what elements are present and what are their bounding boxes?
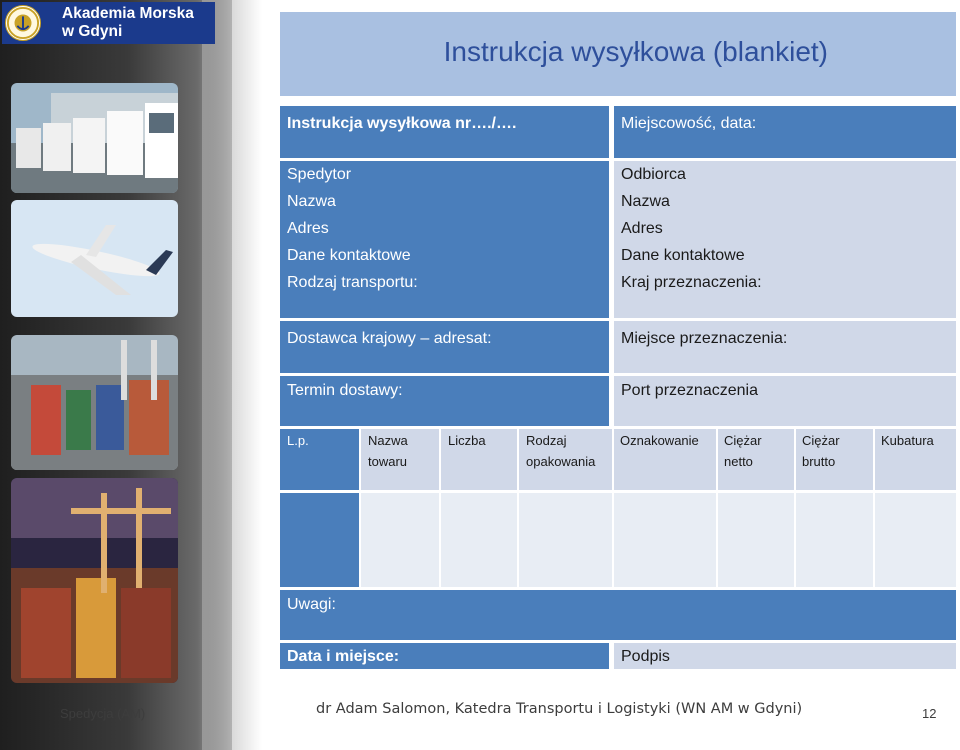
forwarder-heading: Spedytor — [287, 166, 352, 183]
header-line-1: L.p. — [287, 433, 309, 448]
header-line-2: brutto — [802, 454, 836, 469]
table-cell-quantity[interactable] — [441, 493, 517, 587]
consignee-heading: Odbiorca — [621, 166, 686, 183]
destination-country-label: Kraj przeznaczenia: — [621, 274, 762, 291]
table-header-net-weight — [718, 429, 794, 490]
remarks-label: Uwagi: — [287, 596, 336, 613]
consignee-name-label: Nazwa — [621, 193, 670, 210]
consignee-address-label: Adres — [621, 220, 663, 237]
destination-port-label: Port przeznaczenia — [621, 382, 758, 399]
place-date-cell — [614, 106, 956, 158]
header-line-2: opakowania — [526, 454, 596, 469]
header-line-1: Rodzaj — [526, 433, 567, 448]
header-line-1: Nazwa — [368, 433, 408, 448]
header-line-2: netto — [724, 454, 753, 469]
destination-port-cell — [614, 376, 956, 426]
trucks-photo — [11, 83, 178, 193]
destination-place-label: Miejsce przeznaczenia: — [621, 330, 788, 347]
page-number: 12 — [922, 706, 937, 721]
date-place-label: Data i miejsce: — [287, 648, 400, 665]
logo-line-2: w Gdyni — [62, 23, 123, 40]
table-cell-packaging[interactable] — [519, 493, 612, 587]
table-cell-lp[interactable] — [280, 493, 359, 587]
table-cell-gross-weight[interactable] — [796, 493, 873, 587]
table-header-volume — [875, 429, 956, 490]
container-terminal-photo — [11, 335, 178, 470]
destination-place-cell — [614, 321, 956, 373]
forwarder-address-label: Adres — [287, 220, 329, 237]
header-line-2: towaru — [368, 454, 408, 469]
table-header-gross-weight — [796, 429, 873, 490]
domestic-supplier-label: Dostawca krajowy – adresat: — [287, 330, 492, 347]
instruction-number-cell — [280, 106, 609, 158]
delivery-date-label: Termin dostawy: — [287, 382, 403, 399]
consignee-contact-label: Dane kontaktowe — [621, 247, 745, 264]
consignee-cell — [614, 161, 956, 318]
domestic-supplier-cell — [280, 321, 609, 373]
page-title: Instrukcja wysyłkowa (blankiet) — [443, 36, 828, 67]
table-cell-net-weight[interactable] — [718, 493, 794, 587]
remarks-cell[interactable] — [280, 590, 956, 640]
port-night-photo — [11, 478, 178, 683]
logo-line-1: Akademia Morska — [62, 5, 194, 22]
header-line-1: Kubatura — [881, 433, 934, 448]
university-logo — [2, 2, 215, 44]
footer-author: dr Adam Salomon, Katedra Transportu i Logistyki (WN AM w Gdyni) — [316, 701, 803, 717]
transport-type-label: Rodzaj transportu: — [287, 274, 418, 291]
forwarder-contact-label: Dane kontaktowe — [287, 247, 411, 264]
header-line-1: Ciężar — [724, 433, 762, 448]
forwarder-name-label: Nazwa — [287, 193, 336, 210]
university-name — [62, 5, 194, 41]
table-header-marking — [614, 429, 716, 490]
header-line-1: Liczba — [448, 433, 486, 448]
airplane-photo — [11, 200, 178, 317]
table-header-quantity — [441, 429, 517, 490]
delivery-date-cell — [280, 376, 609, 426]
header-line-1: Ciężar — [802, 433, 840, 448]
table-header-goods-name — [361, 429, 439, 490]
table-header-lp — [280, 429, 359, 490]
anchor-emblem-icon — [5, 5, 41, 41]
table-header-packaging — [519, 429, 612, 490]
date-place-cell[interactable] — [280, 643, 609, 669]
title-bar — [280, 12, 956, 96]
header-line-1: Oznakowanie — [620, 433, 699, 448]
footer-course: Spedycja (AM) — [60, 706, 146, 721]
signature-label: Podpis — [621, 648, 670, 665]
instruction-number-label: Instrukcja wysyłkowa nr…./…. — [287, 115, 517, 132]
table-cell-marking[interactable] — [614, 493, 716, 587]
forwarder-cell — [280, 161, 609, 318]
signature-cell[interactable] — [614, 643, 956, 669]
place-date-label: Miejscowość, data: — [621, 115, 757, 132]
table-cell-volume[interactable] — [875, 493, 956, 587]
table-cell-goods-name[interactable] — [361, 493, 439, 587]
